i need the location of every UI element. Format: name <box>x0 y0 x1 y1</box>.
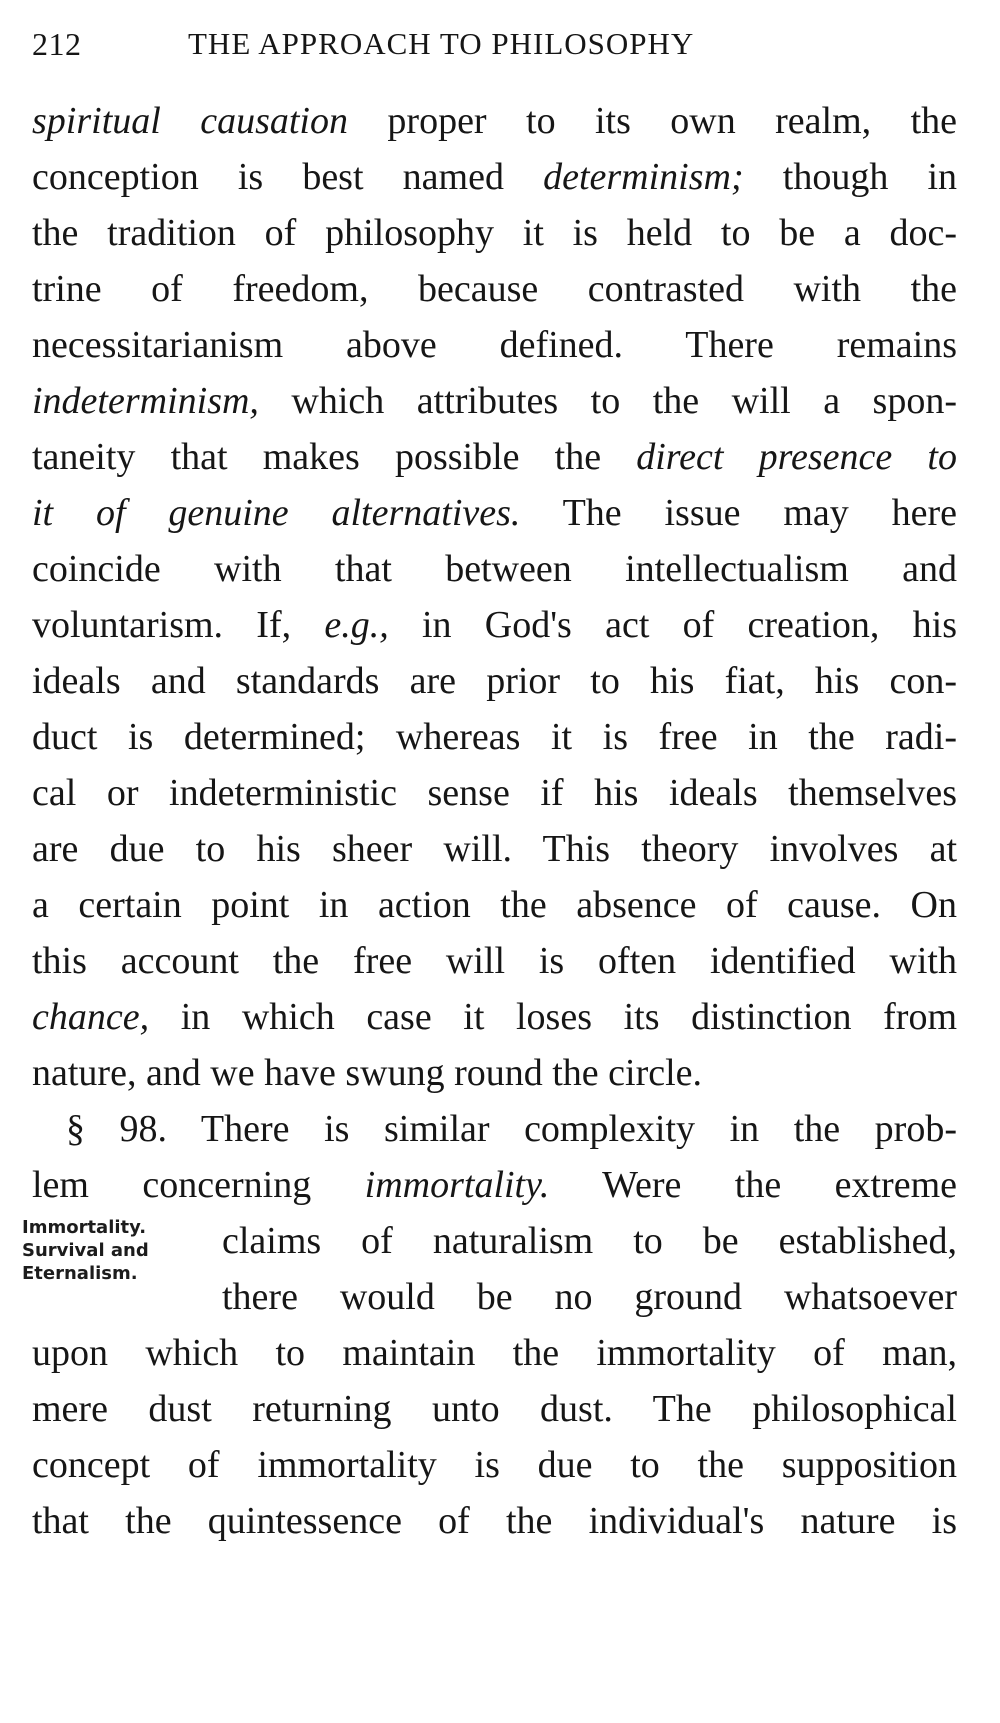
text-line: upon which to maintain the immortality of man, <box>32 1332 957 1374</box>
text-line: mere dust returning unto dust. The philosophical <box>32 1388 957 1430</box>
text-line: claims of naturalism to be established, <box>222 1220 957 1262</box>
text-line: chance, in which case it loses its distinction from <box>32 996 957 1038</box>
text-line: a certain point in action the absence of cause. On <box>32 884 957 926</box>
text-line: concept of immortality is due to the supposition <box>32 1444 957 1486</box>
text-line: are due to his sheer will. This theory involves at <box>32 828 957 870</box>
margin-note-line: Survival and <box>22 1240 149 1261</box>
margin-note-line: Eternalism. <box>22 1263 138 1284</box>
text-line: the tradition of philosophy it is held to be a doc- <box>32 212 957 254</box>
margin-note-line: Immortality. <box>22 1217 147 1238</box>
text-line: lem concerning immortality. Were the extreme <box>32 1164 957 1206</box>
page-number: 212 <box>32 26 82 62</box>
page-header <box>32 18 962 70</box>
text-line: spiritual causation proper to its own realm, the <box>32 100 957 142</box>
text-line: ideals and standards are prior to his fiat, his con- <box>32 660 957 702</box>
text-line: indeterminism, which attributes to the will a spon- <box>32 380 957 422</box>
text-line: that the quintessence of the individual's nature is <box>32 1500 957 1542</box>
text-line: there would be no ground whatsoever <box>222 1276 957 1318</box>
text-line: duct is determined; whereas it is free in the radi- <box>32 716 957 758</box>
text-line: voluntarism. If, e.g., in God's act of creation, his <box>32 604 957 646</box>
section-98-heading-line: § 98. There is similar complexity in the prob- <box>66 1108 957 1150</box>
text-line: it of genuine alternatives. The issue may here <box>32 492 957 534</box>
text-line: cal or indeterministic sense if his ideals themselves <box>32 772 957 814</box>
running-title: THE APPROACH TO PHILOSOPHY <box>188 26 695 61</box>
text-line: necessitarianism above defined. There remains <box>32 324 957 366</box>
text-line: nature, and we have swung round the circle. <box>32 1052 703 1094</box>
text-line: this account the free will is often identified with <box>32 940 957 982</box>
text-line: coincide with that between intellectualism and <box>32 548 957 590</box>
text-line: conception is best named determinism; though in <box>32 156 958 198</box>
text-line: taneity that makes possible the direct presence to <box>32 436 957 478</box>
margin-note <box>22 1216 212 1285</box>
text-line: trine of freedom, because contrasted with the <box>32 268 957 310</box>
